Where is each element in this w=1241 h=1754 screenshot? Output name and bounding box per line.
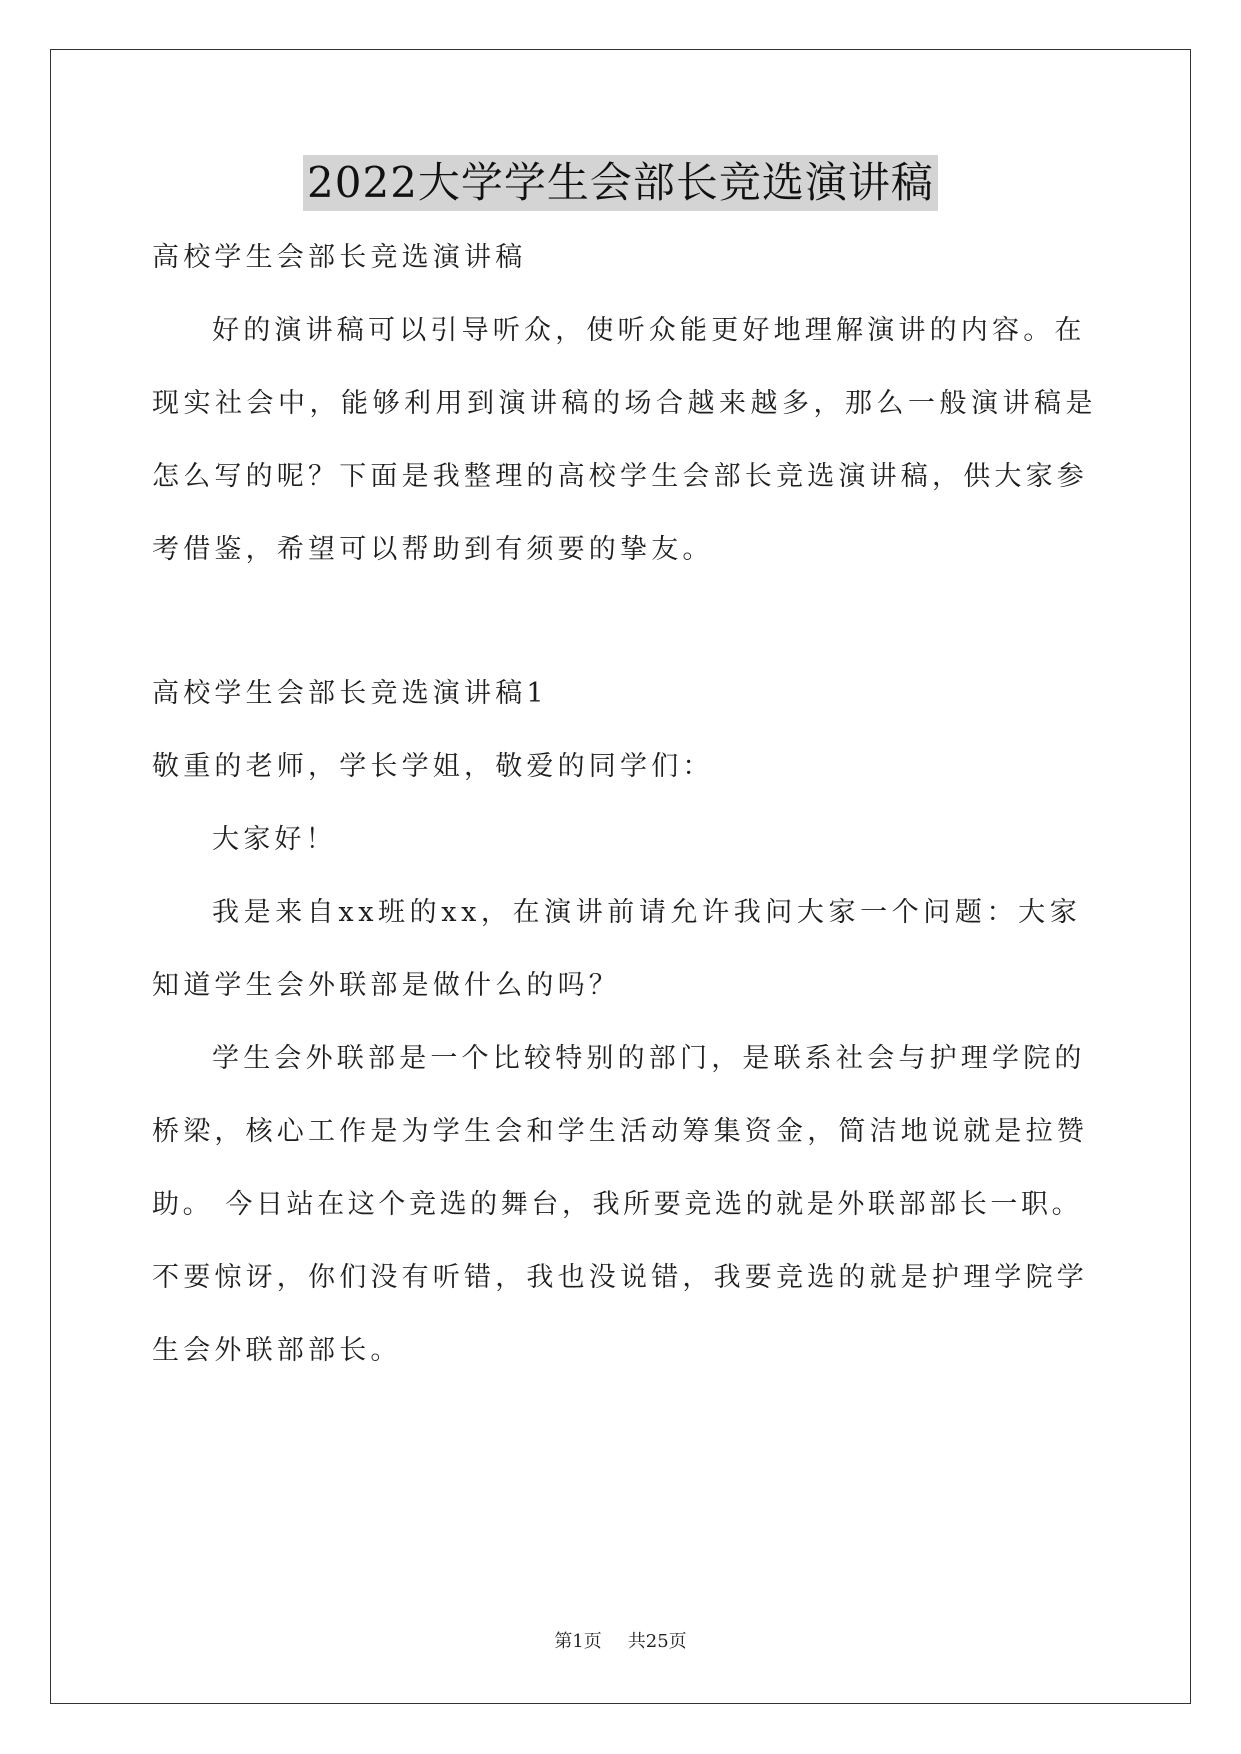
page-number: 第1页 <box>554 1631 602 1652</box>
paragraph-line: 学生会外联部是一个比较特别的部门，是联系社会与护理学院的 <box>212 1043 1086 1074</box>
salutation-line: 敬重的老师，学长学姐，敬爱的同学们： <box>152 751 714 782</box>
title-container <box>0 155 1241 211</box>
paragraph-line: 好的演讲稿可以引导听众，使听众能更好地理解演讲的内容。在 <box>212 315 1086 346</box>
paragraph-line: 桥梁，核心工作是为学生会和学生活动筹集资金，简洁地说就是拉赞 <box>152 1116 1088 1147</box>
paragraph-line: 怎么写的呢？下面是我整理的高校学生会部长竞选演讲稿，供大家参 <box>152 461 1088 492</box>
subtitle-line: 高校学生会部长竞选演讲稿 <box>152 242 527 273</box>
paragraph-line: 现实社会中，能够利用到演讲稿的场合越来越多，那么一般演讲稿是 <box>152 388 1097 419</box>
page-total: 共25页 <box>627 1631 687 1652</box>
paragraph-line: 知道学生会外联部是做什么的吗？ <box>152 970 620 1001</box>
document-title: 2022大学学生会部长竞选演讲稿 <box>303 155 938 211</box>
greeting-line: 大家好！ <box>212 824 337 855</box>
page-footer <box>0 1630 1241 1654</box>
paragraph-line: 生会外联部部长。 <box>152 1335 402 1366</box>
paragraph-line: 我是来自xx班的xx，在演讲前请允许我问大家一个问题：大家 <box>212 897 1082 928</box>
section-heading: 高校学生会部长竞选演讲稿1 <box>152 678 548 709</box>
paragraph-line: 不要惊讶，你们没有听错，我也没说错，我要竞选的就是护理学院学 <box>152 1262 1088 1293</box>
paragraph-line: 考借鉴，希望可以帮助到有须要的挚友。 <box>152 534 714 565</box>
page-border <box>50 49 1191 1704</box>
paragraph-line: 助。 今日站在这个竞选的舞台，我所要竞选的就是外联部部长一职。 <box>152 1189 1083 1220</box>
